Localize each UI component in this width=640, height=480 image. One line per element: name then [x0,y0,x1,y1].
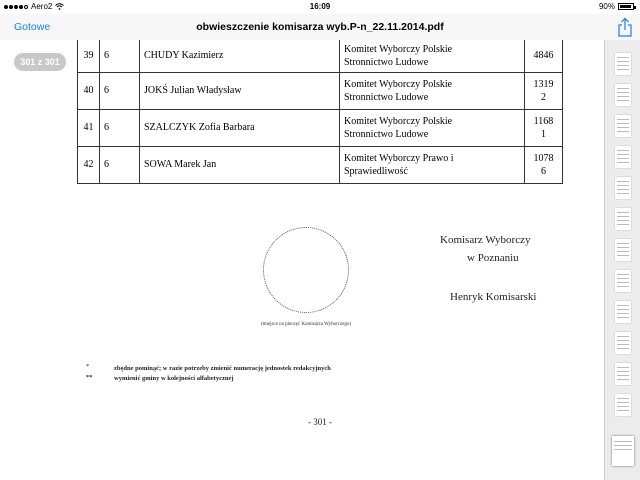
cell-district: 6 [100,109,140,146]
done-button[interactable]: Gotowe [14,21,51,33]
signature-title: Komisarz Wyborczy [440,234,531,246]
votes-line-1: 1078 [533,152,554,164]
cell-number: 42 [78,146,100,183]
pdf-page[interactable] [0,40,604,480]
committee-line-2: Stronnictwo Ludowe [344,56,429,68]
committee-line-1: Komitet Wyborczy Polskie [344,115,453,127]
navigation-bar [0,14,640,40]
page-number: - 301 - [308,417,332,427]
footnote-marker: * [86,363,90,370]
table-row [78,72,563,109]
page-thumbnail-strip[interactable] [604,40,640,480]
committee-line-2: Stronnictwo Ludowe [344,128,429,140]
committee-line-1: Komitet Wyborczy Polskie [344,78,453,90]
table-row [78,109,563,146]
battery-icon [618,3,634,10]
current-page-thumbnail[interactable] [612,436,634,466]
cell-district: 6 [100,146,140,183]
results-table [77,40,563,184]
cell-committee [340,146,525,183]
footnote-marker: ** [86,374,93,381]
cell-number: 39 [78,40,100,72]
page-thumbnail[interactable] [615,301,631,323]
page-thumbnail[interactable] [615,270,631,292]
votes-line-2: 1 [541,128,546,140]
cell-candidate-name: JOKŚ Julian Władysław [140,72,340,109]
cell-number: 40 [78,72,100,109]
table-row [78,146,563,183]
page-thumbnail[interactable] [615,394,631,416]
committee-line-1: Komitet Wyborczy Prawo i [344,152,454,164]
page-thumbnail[interactable] [615,146,631,168]
page-thumbnail[interactable] [615,363,631,385]
cell-district: 6 [100,40,140,72]
stamp-caption: (miejsce na pieczęć Komisarza Wyborczego) [260,322,352,327]
cell-candidate-name: SZALCZYK Zofia Barbara [140,109,340,146]
page-indicator-badge: 301 z 301 [14,53,66,71]
page-thumbnail[interactable] [615,239,631,261]
cell-candidate-name: CHUDY Kazimierz [140,40,340,72]
page-thumbnail[interactable] [615,53,631,75]
signature-location: w Poznaniu [467,252,519,264]
table-row [78,40,563,72]
cell-committee [340,109,525,146]
stamp-placeholder-circle [263,227,349,313]
cell-votes [525,72,563,109]
cell-committee [340,40,525,72]
votes-line-1: 1319 [533,78,554,90]
share-icon[interactable] [616,17,634,37]
footnote-text: wymienić gminy w kolejności alfabetycznej [114,375,234,382]
cell-number: 41 [78,109,100,146]
status-right [599,2,634,11]
signature-name: Henryk Komisarski [450,291,537,303]
page-thumbnail[interactable] [615,177,631,199]
votes-line-1: 4846 [533,50,554,62]
clock: 16:09 [309,2,331,11]
votes-line-1: 1168 [533,115,554,127]
cell-district: 6 [100,72,140,109]
document-title: obwieszczenie komisarza wyb.P-n_22.11.2014.pdf [196,21,444,33]
committee-line-2: Sprawiedliwość [344,165,408,177]
footnote-text: zbędne pominąć; w razie potrzeby zmienić numerację jednostek redakcyjnych [114,365,331,372]
cell-votes [525,40,563,72]
status-bar [0,0,640,14]
battery-percent: 90% [598,2,615,11]
page-thumbnail[interactable] [615,332,631,354]
carrier-label: Aero2 [31,2,53,11]
cell-candidate-name: SOWA Marek Jan [140,146,340,183]
page-thumbnail[interactable] [615,115,631,137]
page-thumbnail[interactable] [615,208,631,230]
votes-line-2: 2 [541,91,546,103]
cell-votes [525,109,563,146]
cell-committee [340,72,525,109]
committee-line-2: Stronnictwo Ludowe [344,91,429,103]
cell-votes [525,146,563,183]
committee-line-1: Komitet Wyborczy Polskie [344,43,453,55]
page-thumbnail[interactable] [615,84,631,106]
votes-line-2: 6 [541,165,546,177]
